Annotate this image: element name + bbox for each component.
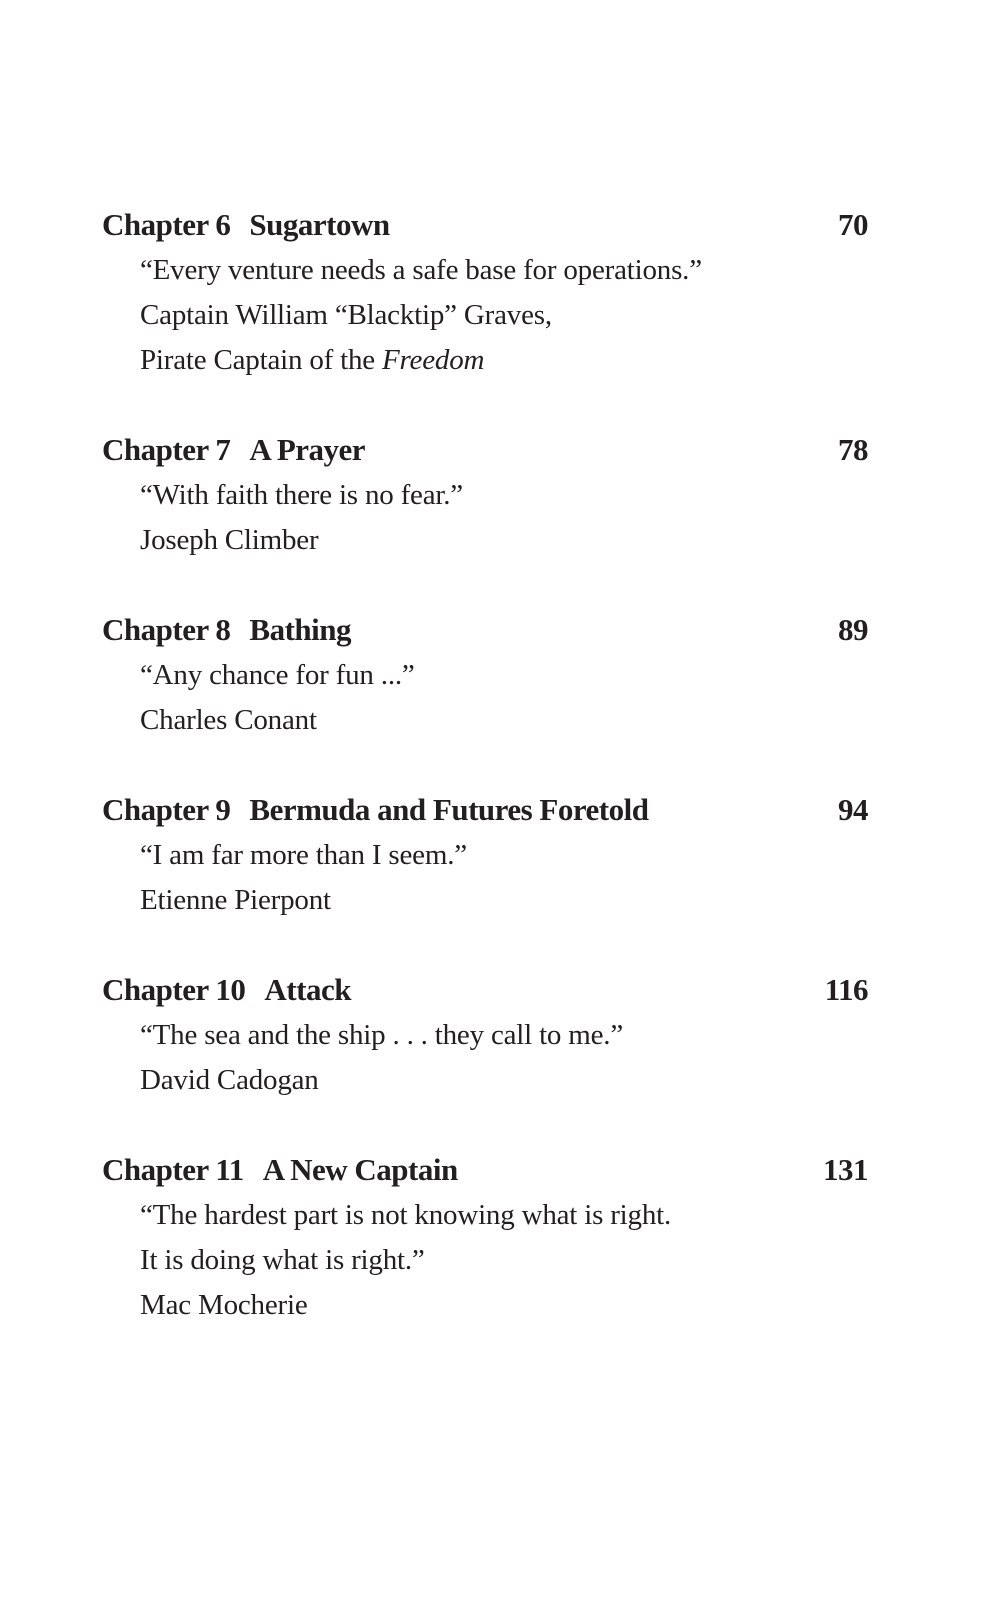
- chapter-heading: [102, 1147, 868, 1193]
- chapter-number: Chapter 8: [102, 612, 231, 647]
- epigraph-quote: “Any chance for fun ...”: [140, 659, 415, 691]
- page-number: 70: [838, 207, 868, 242]
- toc-entry-chapter-7: [102, 427, 868, 563]
- chapter-heading-left: [102, 1147, 458, 1193]
- toc-entry-chapter-6: [102, 202, 868, 383]
- page-number: 89: [838, 612, 868, 647]
- epigraph-quote: “The hardest part is not knowing what is right.: [140, 1199, 672, 1231]
- chapter-heading-left: [102, 787, 648, 833]
- epigraph-attribution: David Cadogan: [140, 1064, 319, 1096]
- page-number: 116: [824, 972, 868, 1007]
- chapter-title: Bathing: [249, 612, 352, 647]
- chapter-title: A Prayer: [249, 432, 366, 467]
- epigraph-attribution: Captain William “Blacktip” Graves,: [140, 299, 552, 331]
- ship-name: Freedom: [382, 344, 485, 376]
- chapter-number: Chapter 7: [102, 432, 231, 467]
- chapter-heading: [102, 787, 868, 833]
- chapter-title: A New Captain: [262, 1152, 458, 1187]
- chapter-title: Bermuda and Futures Foretold: [249, 792, 649, 827]
- chapter-heading-left: [102, 202, 390, 248]
- epigraph-attribution-role: [102, 338, 868, 383]
- chapter-number: Chapter 10: [102, 972, 246, 1007]
- chapter-heading-left: [102, 967, 351, 1013]
- page-number: 94: [838, 792, 868, 827]
- chapter-number: Chapter 11: [102, 1152, 244, 1187]
- chapter-heading: [102, 607, 868, 653]
- chapter-title: Sugartown: [249, 207, 390, 242]
- chapter-heading: [102, 967, 868, 1013]
- toc-entry-chapter-10: [102, 967, 868, 1103]
- page-number: 131: [823, 1152, 868, 1187]
- page-number: 78: [838, 432, 868, 467]
- chapter-heading-left: [102, 427, 365, 473]
- table-of-contents: [102, 202, 868, 1372]
- chapter-heading: [102, 202, 868, 248]
- epigraph-attribution: Joseph Climber: [140, 524, 319, 556]
- toc-entry-chapter-9: [102, 787, 868, 923]
- chapter-heading: [102, 427, 868, 473]
- epigraph-quote-continued: It is doing what is right.”: [140, 1244, 425, 1276]
- epigraph-attribution: Etienne Pierpont: [140, 884, 331, 916]
- epigraph-attribution: Mac Mocherie: [140, 1289, 308, 1321]
- epigraph-attribution: Charles Conant: [140, 704, 317, 736]
- chapter-heading-left: [102, 607, 351, 653]
- chapter-number: Chapter 9: [102, 792, 231, 827]
- epigraph-quote: “Every venture needs a safe base for operations.”: [140, 254, 702, 286]
- epigraph-quote: “With faith there is no fear.”: [140, 479, 463, 511]
- epigraph-quote: “The sea and the ship . . . they call to me.”: [140, 1019, 624, 1051]
- attribution-role-text: Pirate Captain of the: [140, 344, 383, 376]
- chapter-number: Chapter 6: [102, 207, 231, 242]
- chapter-title: Attack: [264, 972, 351, 1007]
- toc-entry-chapter-11: [102, 1147, 868, 1328]
- epigraph-quote: “I am far more than I seem.”: [140, 839, 467, 871]
- toc-entry-chapter-8: [102, 607, 868, 743]
